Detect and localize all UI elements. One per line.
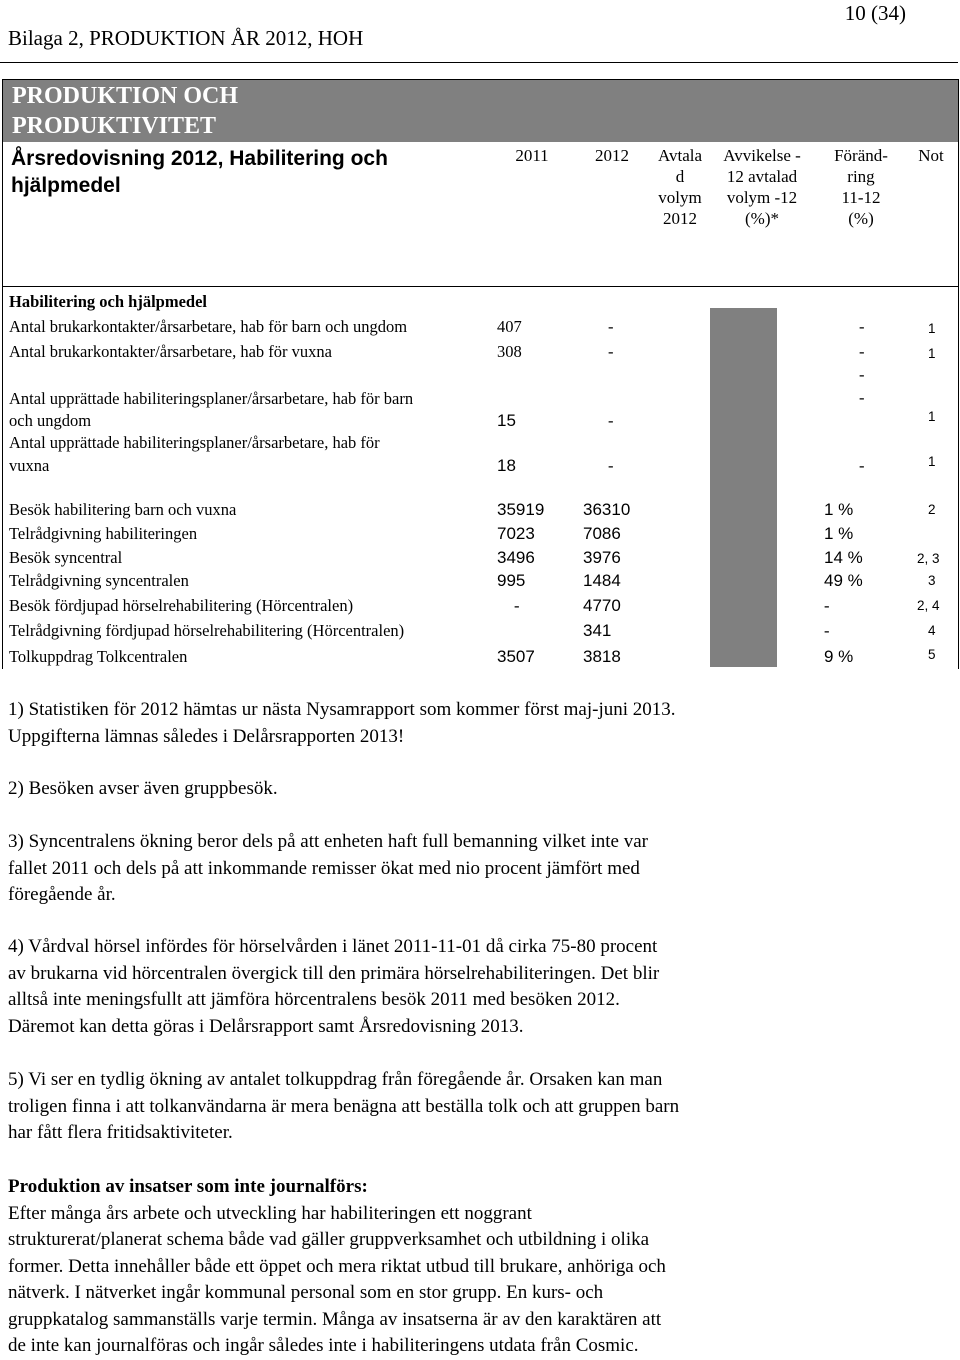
row-label: Antal brukarkontakter/årsarbetare, hab för vuxna [9, 342, 332, 361]
row-label: Besök habilitering barn och vuxna [9, 500, 237, 519]
col-header-line: 11-12 [841, 188, 881, 207]
footnote-2 [8, 776, 938, 803]
value-2012: 3818 [583, 647, 621, 666]
header-rule [0, 62, 958, 63]
footnote-4 [8, 934, 938, 1040]
table-title-line: PRODUKTIVITET [12, 113, 217, 139]
col-header-not: Not [918, 146, 944, 165]
value-2012: - [608, 317, 614, 336]
col-header-line: d [675, 167, 685, 186]
section-heading: Habilitering och hjälpmedel [9, 292, 207, 311]
col-header-line: (%) [848, 209, 874, 228]
row-label: Antal upprättade habiliteringsplaner/årsarbetare, hab för barn [9, 389, 414, 408]
page-number: 10 (34) [844, 1, 906, 25]
value-2012: 36310 [583, 500, 631, 519]
value-note: 2 [928, 502, 936, 517]
value-2011: 3496 [497, 548, 535, 567]
col-header-avtalad-volym [650, 145, 710, 229]
footnote-line: Uppgifterna lämnas således i Delårsrapporten 2013! [8, 725, 405, 747]
value-2012: 1484 [583, 571, 621, 590]
col-header-line: 12 avtalad [726, 167, 798, 186]
value-2011: 15 [497, 411, 516, 430]
row-label: Antal upprättade habiliteringsplaner/årsarbetare, hab för [9, 433, 380, 452]
value-2012: 341 [583, 621, 612, 640]
value-note: 3 [928, 573, 936, 588]
col-header-2011: 2011 [515, 146, 549, 165]
value-change: 49 % [824, 571, 863, 590]
insatser-line: Efter många års arbete och utveckling har habiliteringen ett noggrant [8, 1202, 532, 1224]
footnote-line: föregående år. [8, 884, 116, 905]
value-note: 4 [928, 623, 936, 638]
footnote-line: alltså inte meningsfullt att jämföra hörcentralens besök 2011 med besöken 2012. [8, 989, 620, 1010]
value-2011: 995 [497, 571, 526, 590]
row-label: Besök syncentral [9, 548, 123, 567]
value-2012: 7086 [583, 524, 621, 543]
insatser-line: nätverk. I nätverket ingår kommunal personal som en stor grupp. En kurs- och [8, 1282, 604, 1303]
value-2012: - [608, 456, 614, 475]
subtitle-line: Årsredovisning 2012, Habilitering och [11, 147, 388, 170]
row-label: Telrådgivning habiliteringen [9, 524, 198, 543]
table-title-band [3, 80, 958, 142]
value-2011: - [514, 596, 520, 615]
row-label: Tolkuppdrag Tolkcentralen [9, 647, 188, 666]
value-2011: 407 [497, 317, 522, 336]
table-title-line: PRODUKTION OCH [12, 83, 239, 109]
value-2012: - [608, 342, 614, 361]
col-header-line: Föränd- [834, 146, 888, 165]
value-change: - [859, 388, 865, 407]
footnote-line: fallet 2011 och dels på att inkommande remisser ökat med nio procent jämfört med [8, 857, 640, 879]
value-2011: 3507 [497, 647, 535, 666]
footnote-line: har fått flera fritidsaktiviteter. [8, 1122, 233, 1143]
col-header-2012: 2012 [595, 146, 629, 165]
col-header-line: volym [658, 188, 702, 207]
footnote-line: Däremot kan detta göras i Delårsrapport samt Årsredovisning 2013. [8, 1015, 524, 1037]
insatser-line: strukturerat/planerat schema både vad gäller gruppverksamhet och utbildning i olika [8, 1229, 650, 1250]
value-2011: 7023 [497, 524, 535, 543]
row-label: Telrådgivning syncentralen [9, 571, 189, 590]
col-header-line: 2012 [663, 209, 697, 228]
value-change: - [859, 365, 865, 384]
row-label: och ungdom [9, 411, 92, 430]
col-header-line: ring [847, 167, 875, 186]
footnote-1 [8, 697, 938, 750]
header-separator [2, 286, 959, 287]
row-label: Antal brukarkontakter/årsarbetare, hab för barn och ungdom [9, 317, 408, 336]
row-label: Telrådgivning fördjupad hörselrehabilitering (Hörcentralen) [9, 621, 405, 640]
footnote-line: 3) Syncentralens ökning beror dels på att enheten haft full bemanning vilket inte var [8, 831, 648, 852]
value-change: - [859, 342, 865, 361]
footnote-3 [8, 829, 938, 909]
value-change: 14 % [824, 548, 863, 567]
insatser-heading: Produktion av insatser som inte journalförs: [8, 1176, 368, 1197]
value-note: 1 [928, 321, 936, 336]
value-note: 1 [928, 346, 936, 361]
row-label: Besök fördjupad hörselrehabilitering (Hörcentralen) [9, 596, 354, 615]
value-note: 5 [928, 647, 936, 662]
subtitle-line: hjälpmedel [11, 174, 121, 197]
insatser-section [8, 1174, 938, 1360]
value-change: - [859, 317, 865, 336]
value-change: - [824, 621, 830, 640]
footnote-line: 4) Vårdval hörsel infördes för hörselvården i länet 2011-11-01 då cirka 75-80 procent [8, 936, 658, 957]
col-header-avvikelse [714, 145, 810, 229]
footnote-line: 1) Statistiken för 2012 hämtas ur nästa Nysamrapport som kommer först maj-juni 2013. [8, 699, 676, 720]
value-note: 2, 3 [917, 551, 940, 566]
col-header-line: (%)* [745, 209, 779, 228]
table-border [2, 79, 959, 80]
col-header-forandring [820, 145, 902, 229]
value-change: - [859, 456, 865, 475]
value-2012: 4770 [583, 596, 621, 615]
col-header-line: volym -12 [726, 188, 798, 207]
value-change: 1 % [824, 524, 854, 543]
avvikelse-gray-column [710, 308, 777, 667]
footnote-line: 2) Besöken avser även gruppbesök. [8, 778, 278, 799]
col-header-line: Avtala [657, 146, 703, 165]
footnote-line: av brukarna vid hörcentralen övergick till den primära hörselrehabiliteringen. Det blir [8, 962, 660, 984]
value-note: 1 [928, 409, 936, 424]
table-subtitle [11, 145, 451, 199]
footnote-5 [8, 1067, 938, 1147]
value-2011: 308 [497, 342, 522, 361]
page-header: Bilaga 2, PRODUKTION ÅR 2012, HOH [8, 26, 364, 50]
insatser-line: de inte kan journalföras och ingår således inte i habiliteringens utdata från Cosmic. [8, 1335, 639, 1356]
col-header-line: Avvikelse - [723, 146, 801, 165]
row-label: vuxna [9, 456, 50, 475]
value-2012: 3976 [583, 548, 621, 567]
insatser-line: former. Detta innehåller både ett öppet och mera riktat utbud till brukare, anhöriga och [8, 1255, 666, 1277]
value-note: 2, 4 [917, 598, 940, 613]
value-2011: 18 [497, 456, 516, 475]
value-change: 1 % [824, 500, 854, 519]
insatser-line: gruppkatalog sammanställs varje termin. Många av insatserna är av den karaktären att [8, 1308, 662, 1330]
footnote-line: 5) Vi ser en tydlig ökning av antalet tolkuppdrag från föregående år. Orsaken kan man [8, 1069, 663, 1090]
table-border [958, 79, 959, 669]
production-table [2, 79, 959, 669]
value-change: 9 % [824, 647, 854, 666]
footnote-line: troligen finna i att tolkanvändarna är mera benägna att beställa tolk och att gruppen barn [8, 1095, 680, 1117]
value-change: - [824, 596, 830, 615]
value-note: 1 [928, 454, 936, 469]
value-2012: - [608, 411, 614, 430]
table-border [2, 79, 3, 669]
table-title [12, 81, 238, 141]
value-2011: 35919 [497, 500, 545, 519]
